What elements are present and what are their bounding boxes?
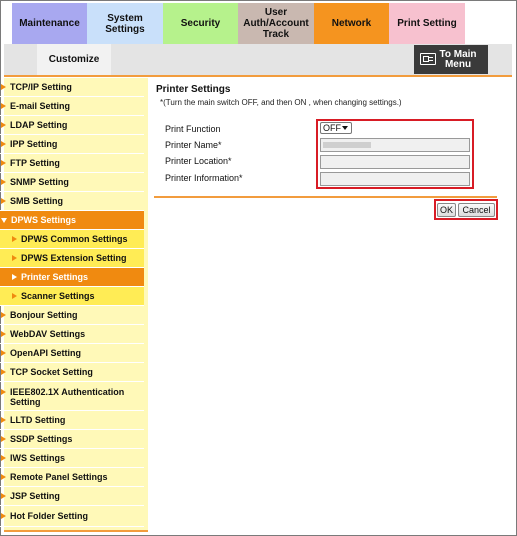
sidebar-item-label: Scanner Settings — [21, 291, 95, 301]
content-divider — [154, 196, 497, 198]
cancel-label: Cancel — [462, 205, 491, 215]
customize-label: Customize — [48, 54, 100, 65]
sidebar-item-printer-settings[interactable] — [0, 268, 144, 287]
arrow-down-icon — [1, 218, 7, 223]
arrow-icon — [1, 417, 6, 423]
arrow-icon — [1, 84, 6, 90]
arrow-icon — [1, 455, 6, 461]
sidebar-item-remote-panel[interactable] — [0, 468, 144, 487]
chevron-down-icon — [342, 126, 348, 130]
tab-system-settings-label: System Settings — [105, 12, 145, 35]
sidebar-item-label: IWS Settings — [10, 453, 66, 463]
ok-button[interactable] — [437, 203, 456, 217]
sidebar-item-smb[interactable] — [0, 192, 144, 211]
sidebar-item-bonjour[interactable] — [0, 306, 144, 325]
sidebar-item-label: Bonjour Setting — [10, 310, 78, 320]
arrow-icon — [1, 331, 6, 337]
sidebar-item-ieee8021x[interactable] — [0, 382, 144, 411]
sidebar-item-ldap[interactable] — [0, 116, 144, 135]
sidebar-item-ftp[interactable] — [0, 154, 144, 173]
page-title: Printer Settings — [156, 84, 231, 95]
printer-name-field[interactable] — [320, 138, 470, 152]
tab-maintenance-label: Maintenance — [19, 18, 80, 29]
sidebar-item-jsp[interactable] — [0, 487, 144, 506]
arrow-icon — [12, 293, 17, 299]
sidebar-item-lltd[interactable] — [0, 411, 144, 430]
arrow-icon — [1, 513, 6, 519]
sidebar-item-label: E-mail Setting — [10, 101, 71, 111]
sidebar-item-label: DPWS Common Settings — [21, 234, 128, 244]
cancel-button[interactable] — [458, 203, 495, 217]
to-main-menu-label: To Main Menu — [439, 48, 477, 70]
sidebar-item-tcp-socket[interactable] — [0, 363, 144, 382]
print-function-select[interactable] — [320, 122, 352, 134]
sidebar-item-label: Remote Panel Settings — [10, 472, 108, 482]
arrow-icon — [1, 474, 6, 480]
tab-network-label: Network — [331, 18, 372, 29]
sidebar-item-ipp[interactable] — [0, 135, 144, 154]
header-divider — [4, 75, 512, 77]
arrow-icon — [1, 122, 6, 128]
sidebar-item-label: SSDP Settings — [10, 434, 73, 444]
tab-user-auth-label: User Auth/Account Track — [243, 7, 309, 40]
arrow-icon — [1, 369, 6, 375]
sidebar-item-label: IEEE802.1X Authentication Setting — [10, 387, 125, 407]
sidebar-item-openapi[interactable] — [0, 344, 144, 363]
printer-location-label: Printer Location* — [165, 156, 232, 166]
arrow-icon — [1, 350, 6, 356]
arrow-icon — [1, 179, 6, 185]
redacted-value — [323, 142, 371, 148]
tab-user-auth[interactable] — [238, 3, 314, 44]
sidebar-item-label: JSP Setting — [10, 491, 60, 501]
arrow-icon — [1, 436, 6, 442]
to-main-menu-button[interactable] — [414, 45, 488, 74]
sidebar-item-label: DPWS Settings — [11, 215, 77, 225]
arrow-icon — [12, 274, 17, 280]
printer-location-field[interactable] — [320, 155, 470, 169]
arrow-icon — [1, 141, 6, 147]
sidebar-item-label: LDAP Setting — [10, 120, 68, 130]
sidebar-item-dpws[interactable] — [0, 211, 144, 230]
sidebar-item-label: LLTD Setting — [10, 415, 66, 425]
sidebar-item-dpws-common[interactable] — [0, 230, 144, 249]
arrow-icon — [12, 236, 17, 242]
printer-name-label: Printer Name* — [165, 140, 222, 150]
sidebar-item-tcp-ip[interactable] — [0, 78, 144, 97]
arrow-icon — [12, 255, 17, 261]
tab-print-setting[interactable] — [389, 3, 465, 44]
sidebar-item-webdav[interactable] — [0, 325, 144, 344]
sidebar-item-label: WebDAV Settings — [10, 329, 86, 339]
print-function-label: Print Function — [165, 124, 221, 134]
sidebar-item-scanner-settings[interactable] — [0, 287, 144, 306]
tab-system-settings[interactable] — [87, 3, 163, 44]
print-function-value: OFF — [323, 123, 341, 133]
printer-information-label: Printer Information* — [165, 173, 243, 183]
sidebar-item-label: TCP/IP Setting — [10, 82, 72, 92]
sidebar-item-label: OpenAPI Setting — [10, 348, 82, 358]
sidebar-item-label: FTP Setting — [10, 158, 60, 168]
main-menu-icon — [420, 53, 436, 65]
tab-security[interactable] — [163, 3, 238, 44]
sidebar-item-label: IPP Setting — [10, 139, 58, 149]
tab-maintenance[interactable] — [12, 3, 87, 44]
tab-network[interactable] — [314, 3, 389, 44]
sidebar-item-label: DPWS Extension Setting — [21, 253, 127, 263]
arrow-icon — [1, 389, 6, 395]
arrow-icon — [1, 493, 6, 499]
sidebar-item-snmp[interactable] — [0, 173, 144, 192]
arrow-icon — [1, 312, 6, 318]
sidebar-item-hot-folder[interactable] — [0, 506, 144, 527]
sidebar-item-email[interactable] — [0, 97, 144, 116]
sidebar-item-label: Hot Folder Setting — [10, 511, 88, 521]
arrow-icon — [1, 160, 6, 166]
arrow-icon — [1, 198, 6, 204]
sidebar-item-iws[interactable] — [0, 449, 144, 468]
sidebar-item-dpws-extension[interactable] — [0, 249, 144, 268]
printer-information-field[interactable] — [320, 172, 470, 186]
arrow-icon — [1, 103, 6, 109]
restart-note: *(Turn the main switch OFF, and then ON , when changing settings.) — [160, 98, 402, 107]
ok-label: OK — [439, 205, 453, 215]
sidebar-item-label: SNMP Setting — [10, 177, 69, 187]
customize-button[interactable] — [37, 44, 111, 75]
sidebar-item-label: Printer Settings — [21, 272, 89, 282]
tab-security-label: Security — [180, 18, 221, 29]
sidebar-item-label: SMB Setting — [10, 196, 63, 206]
sidebar-bottom-divider — [4, 530, 148, 532]
tab-print-setting-label: Print Setting — [397, 18, 457, 29]
sidebar-item-ssdp[interactable] — [0, 430, 144, 449]
sidebar-item-label: TCP Socket Setting — [10, 367, 93, 377]
